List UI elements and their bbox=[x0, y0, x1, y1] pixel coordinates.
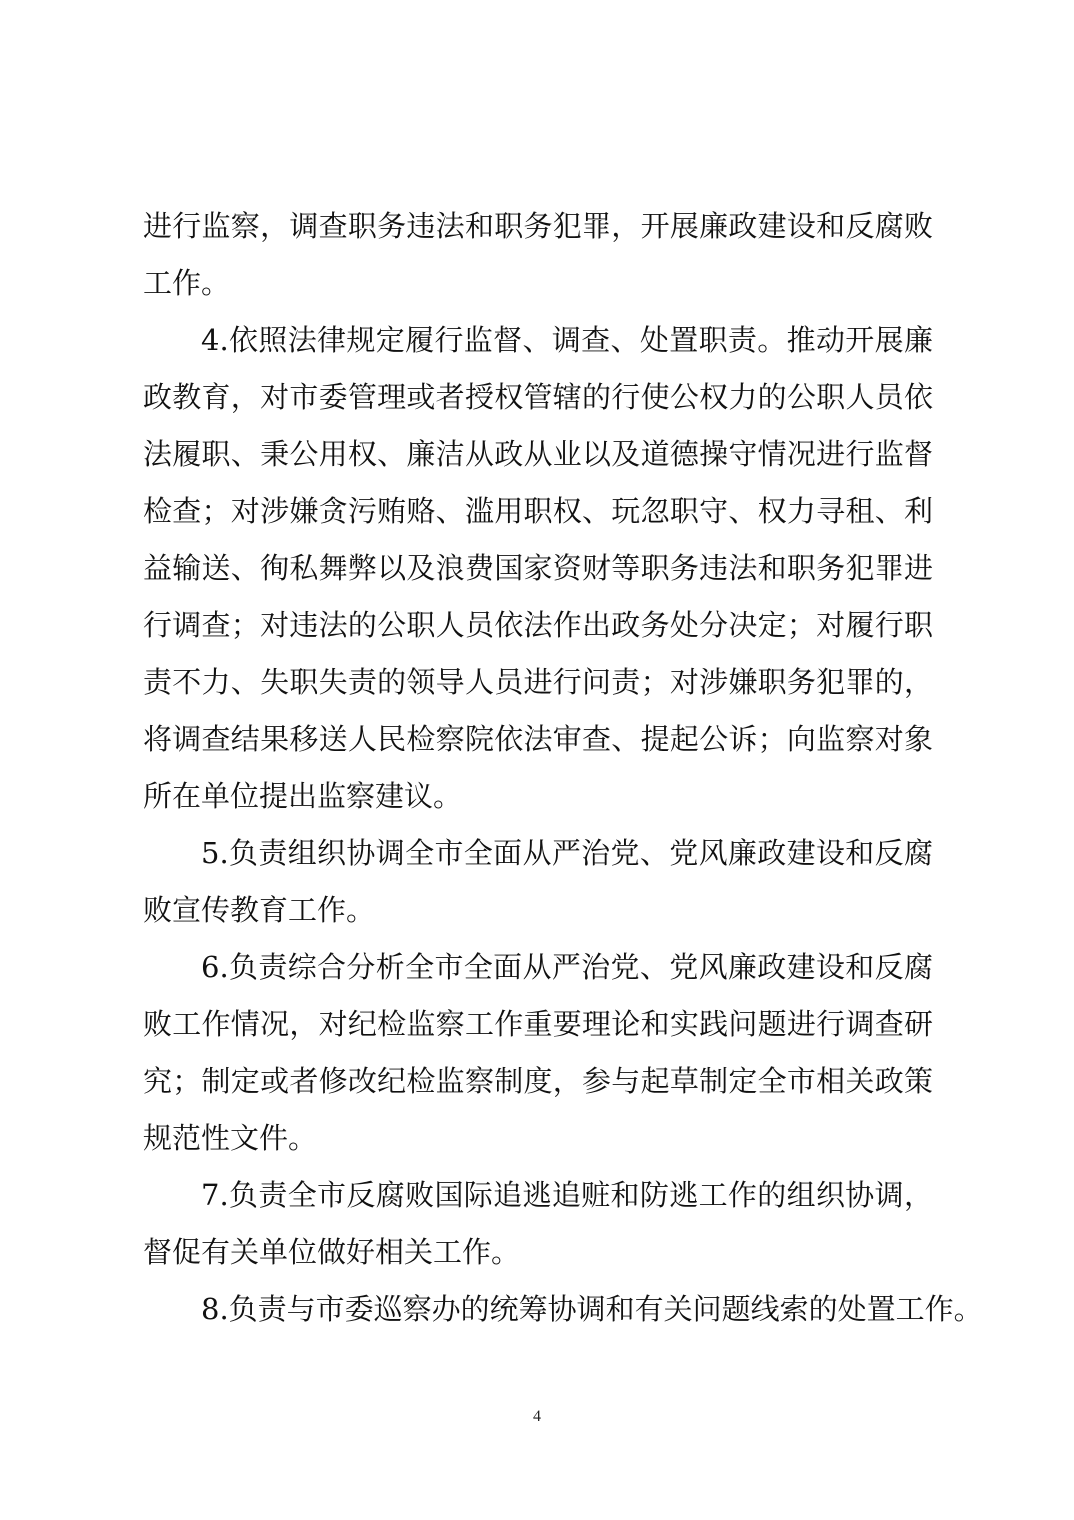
text-line: 败工作情况，对纪检监察工作重要理论和实践问题进行调查研 bbox=[143, 1007, 933, 1041]
text-line: 责不力、失职失责的领导人员进行问责；对涉嫌职务犯罪的， bbox=[143, 665, 933, 699]
text-line: 工作。 bbox=[143, 266, 231, 300]
text-line: 进行监察，调查职务违法和职务犯罪，开展廉政建设和反腐败 bbox=[143, 209, 933, 243]
text-line: 检查；对涉嫌贪污贿赂、滥用职权、玩忽职守、权力寻租、利 bbox=[143, 494, 933, 528]
text-line: 4.依照法律规定履行监督、调查、处置职责。推动开展廉 bbox=[201, 323, 933, 357]
text-line: 法履职、秉公用权、廉洁从政从业以及道德操守情况进行监督 bbox=[143, 437, 933, 471]
text-line: 将调查结果移送人民检察院依法审查、提起公诉；向监察对象 bbox=[143, 722, 933, 756]
text-line: 6.负责综合分析全市全面从严治党、党风廉政建设和反腐 bbox=[201, 950, 933, 984]
text-line: 所在单位提出监察建议。 bbox=[143, 779, 463, 813]
text-line: 8.负责与市委巡察办的统筹协调和有关问题线索的处置工作。 bbox=[201, 1292, 983, 1326]
text-line: 究；制定或者修改纪检监察制度，参与起草制定全市相关政策 bbox=[143, 1064, 933, 1098]
page-number: 4 bbox=[533, 1408, 541, 1425]
document-body bbox=[143, 198, 983, 1338]
text-line: 行调查；对违法的公职人员依法作出政务处分决定；对履行职 bbox=[143, 608, 933, 642]
text-line: 政教育，对市委管理或者授权管辖的行使公权力的公职人员依 bbox=[143, 380, 933, 414]
text-line: 督促有关单位做好相关工作。 bbox=[143, 1235, 521, 1269]
text-line: 败宣传教育工作。 bbox=[143, 893, 376, 927]
text-line: 7.负责全市反腐败国际追逃追赃和防逃工作的组织协调， bbox=[201, 1178, 933, 1212]
text-line: 5.负责组织协调全市全面从严治党、党风廉政建设和反腐 bbox=[201, 836, 933, 870]
text-line: 规范性文件。 bbox=[143, 1121, 318, 1155]
text-line: 益输送、徇私舞弊以及浪费国家资财等职务违法和职务犯罪进 bbox=[143, 551, 933, 585]
